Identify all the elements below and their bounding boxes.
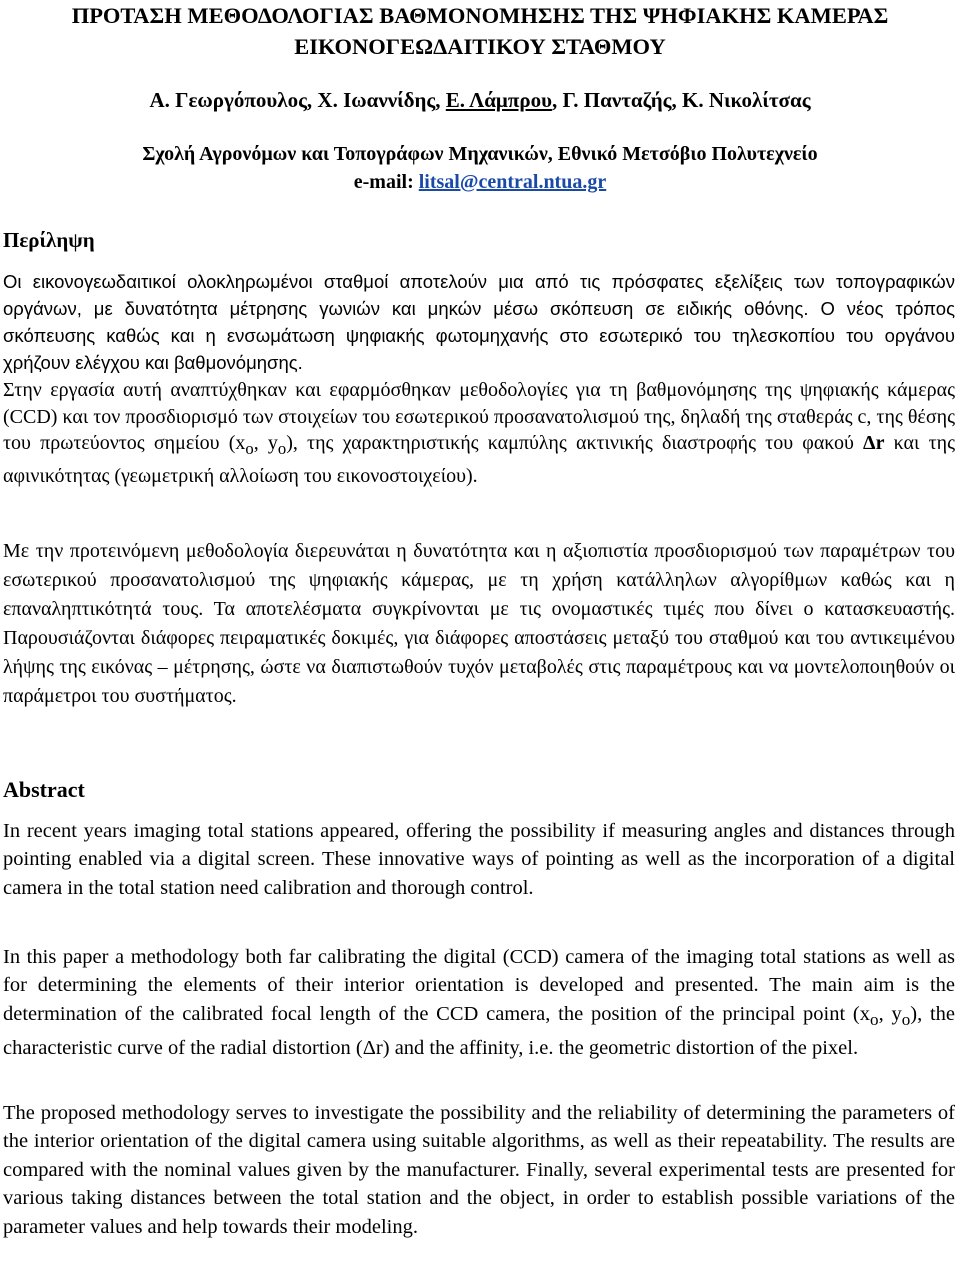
text-segment: ), της χαρακτηριστικής καμπύλης ακτινικής διαστροφής του φακού [286, 432, 864, 454]
subscript-o: o [245, 439, 254, 458]
text-segment: In this paper a methodology both far calibrating the digital (CCD) camera of the imaging total stations as well as for determining the elements of their interior orientation is developed and presented. The main aim is the determination of the calibrated focal length of the CCD camera, the position of the principal point (x [3, 946, 955, 1025]
greek-abstract-paragraph-1a: Οι εικονογεωδαιτικοί ολοκληρωμένοι σταθμοί αποτελούν μια από τις πρόσφατες εξελίξεις των τοπογραφικών οργάνων, με δυνατότητα μέτρησης γωνιών και μηκών μέσω σκόπευση σε ειδικής οθόνης. Ο νέος τρόπος σκόπευσης καθώς και η ενσωμάτωση ψηφιακής φωτομηχανής στο εσωτερικό του τηλεσκοπίου του οργάνου χρήζουν ελέγχου και βαθμονόμησης. [3, 271, 955, 373]
text-segment: και της αφινικότητας (γεωμετρική αλλοίωση του εικονοστοιχείου). [3, 432, 955, 487]
email-label: e-mail: [353, 171, 419, 193]
paper-title: ΠΡΟΤΑΣΗ ΜΕΘΟΔΟΛΟΓΙΑΣ ΒΑΘΜΟΝΟΜΗΣΗΣ ΤΗΣ ΨΗΦΙΑΚΗΣ ΚΑΜΕΡΑΣ ΕΙΚΟΝΟΓΕΩΔΑΙΤΙΚΟΥ ΣΤΑΘΜΟΥ [71, 3, 889, 59]
english-abstract-paragraph-1: In recent years imaging total stations appeared, offering the possibility if measuring angles and distances through pointing enabled via a digital screen. These innovative ways of pointing as well as the incorporation of a digital camera in the total station need calibration and thorough control. [3, 820, 955, 899]
authors-part-2: , Γ. Πανταζής, Κ. Νικολίτσας [551, 88, 811, 112]
greek-abstract-paragraph-1b [3, 377, 955, 489]
text-segment: , y [878, 1002, 902, 1025]
english-abstract-heading: Abstract [3, 777, 85, 802]
greek-abstract-heading: Περίληψη [3, 228, 95, 252]
subscript-o: o [870, 1009, 879, 1029]
english-abstract-paragraph-3: The proposed methodology serves to investigate the possibility and the reliability of determining the parameters of the interior orientation of the digital camera using suitable algorithms, as well as their repeatability. The results are compared with the nominal values given by the manufacturer. Finally, several experimental tests are presented for various taking distances between the total station and the object, in order to establish possible variations of the parameter values and help towards their modeling. [3, 1102, 955, 1238]
text-segment: ) and the affinity, i.e. the geometric distortion of the pixel. [382, 1037, 859, 1060]
english-abstract-paragraph-2 [3, 943, 955, 1063]
subscript-o: o [901, 1009, 911, 1029]
delta-r-symbol: Δr [863, 432, 885, 454]
email-link[interactable]: litsal@central.ntua.gr [418, 171, 607, 193]
authors-part-1: Α. Γεωργόπουλος, Χ. Ιωαννίδης, [149, 88, 446, 112]
affiliation: Σχολή Αγρονόμων και Τοπογράφων Μηχανικών, Εθνικό Μετσόβιο Πολυτεχνείο [142, 143, 818, 165]
email-line [0, 169, 960, 196]
delta-r-symbol: Δr [362, 1037, 383, 1060]
text-segment: Στην εργασία αυτή αναπτύχθηκαν και εφαρμόσθηκαν μεθοδολογίες για τη βαθμονόμησης της ψηφιακής κάμερας (CCD) και τον προσδιορισμό των στοιχείων του εσωτερικού προσανατολισμού της, δηλαδή της σταθεράς c, της θέσης του πρωτεύοντος σημείου (x [3, 379, 955, 454]
text-segment: ), the characteristic curve of the radial distortion ( [3, 1002, 956, 1060]
corresponding-author: Ε. Λάμπρου [445, 88, 552, 112]
text-segment: , y [253, 432, 278, 454]
author-list [0, 86, 960, 114]
subscript-o: o [277, 439, 287, 458]
greek-abstract-paragraph-2: Με την προτεινόμενη μεθοδολογία διερευνάται η δυνατότητα και η αξιοπιστία προσδιορισμού των παραμέτρων του εσωτερικού προσανατολισμού της ψηφιακής κάμερας, με τη χρήση κατάλληλων αλγορίθμων καθώς και η επαναληπτικότητά τους. Τα αποτελέσματα συγκρίνονται με τις ονομαστικές τιμές που δίνει ο κατασκευαστής. Παρουσιάζονται διάφορες πειραματικές δοκιμές, για διάφορες αποστάσεις μεταξύ του σταθμού και του αντικειμένου λήψης της εικόνας – μέτρησης, ώστε να διαπιστωθούν τυχόν μεταβολές στις παραμέτρους και να μοντελοποιηθούν οι παράμετροι του συστήματος. [3, 540, 955, 707]
